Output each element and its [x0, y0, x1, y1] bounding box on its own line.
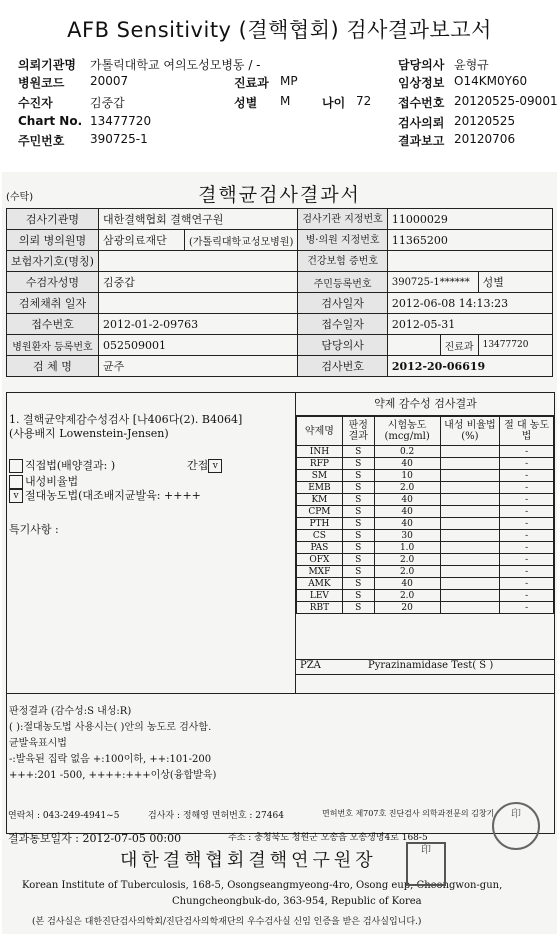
drug-results-title: 약제 감수성 검사결과 — [296, 393, 555, 416]
header-label: Chart No. — [18, 114, 83, 128]
table-row — [297, 554, 554, 566]
drug-cell: - — [500, 494, 554, 506]
info-table — [6, 208, 553, 377]
drug-cell: - — [500, 482, 554, 494]
drug-cell: 10 — [374, 470, 440, 482]
drug-header-cell: 내성 비율법(%) — [440, 417, 500, 446]
drug-results-pane — [295, 393, 555, 693]
drug-cell: - — [500, 518, 554, 530]
indirect-label: 간접 — [187, 459, 209, 472]
legend-line: +++:201 -500, ++++:+++이상(융합발육) — [9, 770, 217, 781]
info-value — [387, 335, 440, 356]
absolute-method — [9, 487, 201, 503]
header-label: 담당의사 — [398, 58, 445, 72]
license-line: 면허번호 제707호 진단검사 의학과전문의 김창기 — [322, 809, 495, 818]
header-value: 20120525-09001 — [454, 94, 558, 108]
drug-cell: 20 — [374, 602, 440, 614]
info-label: 진료과 — [440, 335, 478, 356]
info-label: 검체채취 일자 — [7, 293, 99, 314]
header-label: 검사의뢰 — [398, 116, 445, 130]
table-row — [297, 566, 554, 578]
direct-label: 직접법(배양결과: ) — [25, 459, 116, 472]
info-value: 052509001 — [98, 335, 297, 356]
sheet-title: 결핵균검사결과서 — [198, 184, 361, 206]
direct-checkbox — [9, 459, 23, 473]
drug-cell: AMK — [297, 578, 343, 590]
info-label: 병원환자 등록번호 — [7, 335, 99, 356]
drug-cell — [440, 446, 500, 458]
drug-cell: S — [342, 542, 374, 554]
info-value: 11000029 — [387, 209, 552, 230]
drug-cell: LEV — [297, 590, 343, 602]
table-row — [297, 578, 554, 590]
drug-cell — [440, 542, 500, 554]
drug-cell: S — [342, 446, 374, 458]
drug-cell: - — [500, 602, 554, 614]
header-label: 주민번호 — [18, 134, 65, 148]
info-value: 대한결핵협회 결핵연구원 — [98, 209, 297, 230]
drug-cell: 40 — [374, 578, 440, 590]
drug-cell: S — [342, 458, 374, 470]
header-value: 20120706 — [454, 132, 516, 146]
table-row — [297, 482, 554, 494]
info-value — [387, 251, 552, 272]
header-value: M — [280, 94, 291, 108]
info-value: 김중갑 — [98, 272, 297, 293]
drug-cell: S — [342, 602, 374, 614]
header-label: 임상정보 — [398, 76, 445, 90]
header-label: 수진자 — [18, 96, 53, 110]
drug-cell — [440, 470, 500, 482]
drug-cell: 2.0 — [374, 482, 440, 494]
drug-cell: 1.0 — [374, 542, 440, 554]
info-label: 성별 — [478, 272, 552, 293]
info-label: 주민등록번호 — [298, 272, 387, 293]
pza-row — [296, 659, 555, 675]
drug-cell: 2.0 — [374, 566, 440, 578]
info-label: 검사기관 지정번호 — [298, 209, 387, 230]
info-value: 2012-05-31 — [387, 314, 552, 335]
drug-cell: 40 — [374, 518, 440, 530]
drug-cell: PTH — [297, 518, 343, 530]
indirect-checkbox: v — [208, 459, 222, 473]
table-row — [297, 458, 554, 470]
header-value: 13477720 — [90, 114, 152, 128]
report-date-line: 결과통보일자 : 2012-07-05 00:00 — [8, 832, 182, 845]
info-value — [98, 293, 297, 314]
drug-cell: S — [342, 494, 374, 506]
legend-line: ( ):절대농도법 사용시는( )안의 농도로 검사함. — [9, 722, 212, 733]
legend-line: 판정결과 (감수성:S 내성:R) — [9, 706, 132, 717]
address-en-line-2: Chungcheongbuk-do, 363-954, Republic of Korea — [172, 896, 422, 907]
drug-cell — [440, 506, 500, 518]
drug-cell: S — [342, 482, 374, 494]
table-row — [297, 602, 554, 614]
method-pane — [7, 393, 293, 693]
drug-cell: OFX — [297, 554, 343, 566]
drug-cell — [440, 554, 500, 566]
info-value: 2012-20-06619 — [387, 356, 552, 377]
pza-value: Pyrazinamidase Test( S ) — [368, 660, 494, 671]
info-value: 2012-06-08 14:13:23 — [387, 293, 552, 314]
info-label: 의뢰 병의원명 — [7, 230, 99, 251]
header-row-3 — [0, 94, 559, 112]
drug-cell — [440, 590, 500, 602]
drug-cell: - — [500, 590, 554, 602]
drug-cell: KM — [297, 494, 343, 506]
drug-header-cell: 판정 결과 — [342, 417, 374, 446]
header-value: 윤형규 — [454, 58, 489, 72]
test-detail-area — [6, 392, 555, 834]
drug-cell: MXF — [297, 566, 343, 578]
drug-cell — [440, 482, 500, 494]
info-label: 검사번호 — [298, 356, 387, 377]
drug-cell: S — [342, 578, 374, 590]
info-label: 접수일자 — [298, 314, 387, 335]
info-value: 11365200 — [387, 230, 552, 251]
header-label: 성별 — [234, 96, 258, 110]
drug-cell: CPM — [297, 506, 343, 518]
drug-table — [296, 416, 554, 614]
info-label: 접수번호 — [7, 314, 99, 335]
drug-cell: 2.0 — [374, 590, 440, 602]
info-value: 삼광의료재단 — [98, 230, 184, 251]
header-row-2 — [0, 74, 559, 92]
drug-cell: - — [500, 566, 554, 578]
drug-cell: 30 — [374, 530, 440, 542]
drug-cell: CS — [297, 530, 343, 542]
organization-name: 대한결핵협회결핵연구원장 — [120, 850, 377, 871]
address-kr-line: 주소 : 충청북도 청원군 오송읍 오송생명4로 168-5 — [228, 833, 428, 843]
header-label: 의뢰기관명 — [18, 58, 76, 72]
report-header — [0, 50, 559, 150]
info-label: 건강보험 증번호 — [298, 251, 387, 272]
info-value: (가톨릭대학교성모병원) — [184, 230, 297, 251]
info-label: 병·의원 지정번호 — [298, 230, 387, 251]
header-value: MP — [280, 74, 298, 88]
info-label: 검사일자 — [298, 293, 387, 314]
info-label: 담당의사 — [298, 335, 387, 356]
info-value — [98, 251, 297, 272]
table-row — [297, 446, 554, 458]
drug-cell: S — [342, 506, 374, 518]
legend-line: 균발육표시법 — [9, 738, 67, 749]
remarks-label: 특기사항 : — [9, 523, 59, 536]
scanned-result-sheet — [2, 172, 557, 934]
report-title: AFB Sensitivity (결핵협회) 검사결과보고서 — [67, 18, 492, 42]
header-value: 김중갑 — [90, 96, 125, 110]
drug-cell — [440, 602, 500, 614]
info-label: 검 체 명 — [7, 356, 99, 377]
info-label: 수검자성명 — [7, 272, 99, 293]
drug-cell: INH — [297, 446, 343, 458]
header-row-1 — [0, 56, 559, 74]
corner-mark: (수탁) — [6, 192, 34, 203]
drug-cell: - — [500, 530, 554, 542]
table-row — [297, 470, 554, 482]
drug-cell: - — [500, 554, 554, 566]
absolute-checkbox: v — [9, 489, 23, 503]
tester-line: 검사자 : 정해영 면허번호 : 27464 — [148, 811, 284, 821]
table-row — [297, 590, 554, 602]
drug-cell: - — [500, 578, 554, 590]
square-seal-icon: 印 — [406, 842, 446, 886]
drug-cell: 0.2 — [374, 446, 440, 458]
header-value: 390725-1 — [90, 132, 148, 146]
drug-header-cell: 시험농도 (mcg/ml) — [374, 417, 440, 446]
ratio-label: 내성비율법 — [25, 475, 79, 488]
info-value: 균주 — [98, 356, 297, 377]
contact-line: 연락처 : 043-249-4941~5 — [8, 811, 120, 821]
drug-cell: 2.0 — [374, 554, 440, 566]
round-seal-icon: 印 — [492, 802, 540, 850]
header-row-5 — [0, 132, 559, 150]
drug-header-cell: 절 대 농도법 — [500, 417, 554, 446]
drug-cell: - — [500, 542, 554, 554]
header-row-4 — [0, 114, 559, 132]
header-label: 나이 — [322, 96, 346, 110]
header-value: 가톨릭대학교 여의도성모병동 / - — [90, 58, 261, 72]
medium-line: (사용배지 Lowenstein-Jensen) — [9, 427, 169, 440]
drug-cell: - — [500, 446, 554, 458]
drug-cell: 40 — [374, 458, 440, 470]
info-value: 390725-1****** — [387, 272, 478, 293]
drug-cell: SM — [297, 470, 343, 482]
drug-cell: S — [342, 530, 374, 542]
table-row — [297, 542, 554, 554]
header-label: 접수번호 — [398, 96, 445, 110]
drug-cell — [440, 530, 500, 542]
direct-method — [9, 457, 115, 473]
legend-line: -:발육된 집락 없음 +:100이하, ++:101-200 — [9, 754, 212, 765]
drug-cell: S — [342, 590, 374, 602]
test-method-line: 1. 결핵균약제감수성검사 [나406다(2). B4064] — [9, 413, 243, 426]
certification-line: (본 검사실은 대한진단검사의학회/진단검사의학재단의 우수검사실 신임 인증을 받은 검사실입니다.) — [32, 917, 422, 927]
header-label: 진료과 — [234, 76, 269, 90]
absolute-label: 절대농도법(대조배지균발육: ++++ — [25, 489, 201, 502]
info-label: 보험자기호(명칭) — [7, 251, 99, 272]
drug-cell: 40 — [374, 506, 440, 518]
header-value: 20120525 — [454, 114, 516, 128]
drug-cell — [440, 518, 500, 530]
drug-table-header — [297, 417, 554, 446]
drug-cell: 40 — [374, 494, 440, 506]
drug-cell: RBT — [297, 602, 343, 614]
drug-cell: - — [500, 458, 554, 470]
header-label: 병원코드 — [18, 76, 65, 90]
drug-cell — [440, 578, 500, 590]
drug-header-cell: 약제명 — [297, 417, 343, 446]
pza-label: PZA — [300, 660, 321, 671]
indirect-method — [187, 457, 224, 473]
drug-cell — [440, 566, 500, 578]
table-row — [297, 494, 554, 506]
drug-cell: S — [342, 566, 374, 578]
table-row — [297, 506, 554, 518]
drug-cell: - — [500, 506, 554, 518]
drug-cell: S — [342, 554, 374, 566]
drug-cell: EMB — [297, 482, 343, 494]
table-row — [297, 518, 554, 530]
table-row — [297, 530, 554, 542]
info-value: 2012-01-2-09763 — [98, 314, 297, 335]
drug-cell — [440, 458, 500, 470]
info-value: 13477720 — [478, 335, 552, 356]
address-en-line-1: Korean Institute of Tuberculosis, 168-5, Osongseangmyeong-4ro, Osong eup, Cheongwon-gun, — [22, 880, 503, 891]
header-label: 결과보고 — [398, 134, 445, 148]
drug-cell: S — [342, 518, 374, 530]
drug-cell: - — [500, 470, 554, 482]
drug-cell: PAS — [297, 542, 343, 554]
info-label: 검사기관명 — [7, 209, 99, 230]
drug-cell: RFP — [297, 458, 343, 470]
header-value: 20007 — [90, 74, 129, 88]
header-value: O14KM0Y60 — [454, 74, 528, 88]
drug-cell: S — [342, 470, 374, 482]
header-value: 72 — [356, 94, 372, 108]
drug-table-body — [297, 446, 554, 614]
drug-cell — [440, 494, 500, 506]
